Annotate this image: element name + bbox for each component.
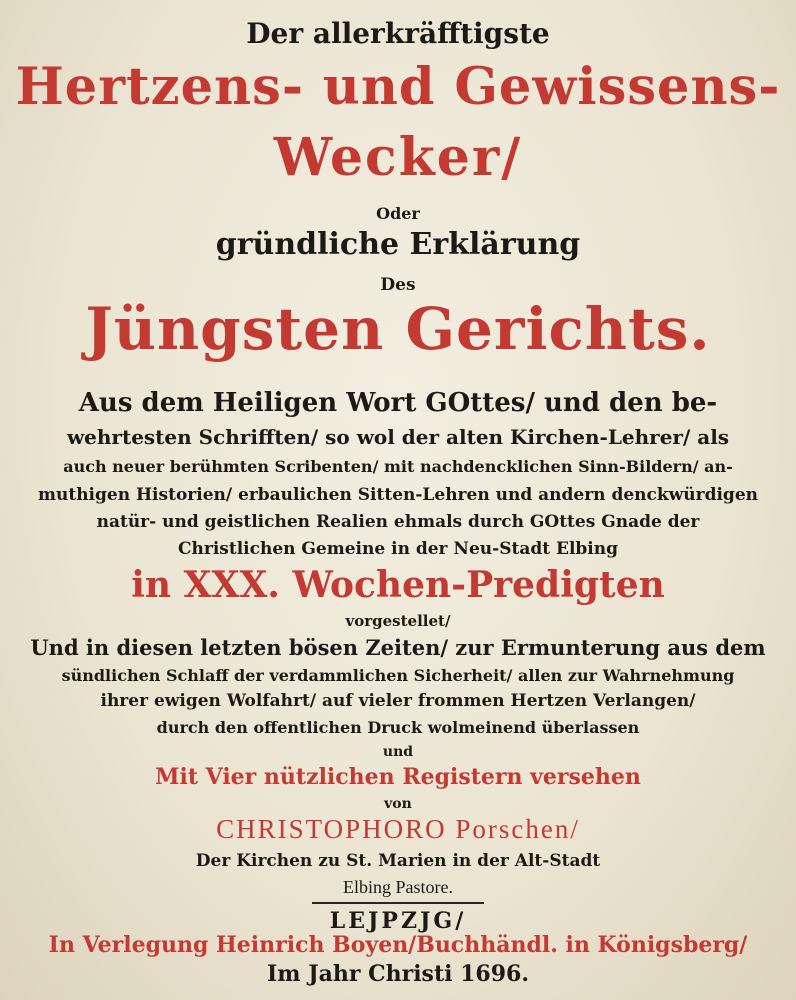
- imprint-publisher: In Verlegung Heinrich Boyen/Buchhändl. in Königsberg/: [48, 932, 748, 958]
- body-line-12: durch den offentlichen Druck wolmeinend überlassen: [156, 718, 640, 737]
- office-line-2: Elbing Pastore.: [343, 877, 453, 897]
- body-line-8: vorgestellet/: [345, 612, 451, 630]
- title-line-3: Wecker/: [273, 127, 523, 188]
- body-line-3: auch neuer berühmten Scribenten/ mit nachdencklichen Sinn-Bildern/ an-: [63, 457, 733, 476]
- office-line-1: Der Kirchen zu St. Marien in der Alt-Stadt: [195, 851, 601, 871]
- sermons-line: in XXX. Wochen-Predigten: [131, 564, 665, 606]
- body-line-11: ihrer ewigen Wolfahrt/ auf vieler frommen Hertzen Verlangen/: [100, 691, 696, 711]
- imprint-city: LEJPZJG/: [329, 908, 467, 934]
- title-des: Des: [380, 275, 416, 295]
- body-line-2: wehrtesten Schrifften/ so wol der alten Kirchen-Lehrer/ als: [66, 425, 730, 449]
- body-von: von: [384, 796, 412, 812]
- author-line: CHRISTOPHORO Porschen/: [216, 814, 580, 844]
- body-line-4: muthigen Historien/ erbaulichen Sitten-Lehren und andern denckwürdigen: [38, 485, 758, 505]
- title-line-7: Jüngsten Gerichts.: [85, 295, 711, 363]
- body-line-6: Christlichen Gemeine in der Neu-Stadt Elbing: [177, 539, 619, 559]
- body-line-9: Und in diesen letzten bösen Zeiten/ zur Ermunterung aus dem: [30, 635, 766, 660]
- body-line-5: natür- und geistlichen Realien ehmals durch GOttes Gnade der: [96, 512, 700, 532]
- divider-rule: [312, 902, 484, 904]
- body-line-1: Aus dem Heiligen Wort GOttes/ und den be-: [78, 388, 718, 418]
- body-und: und: [382, 744, 414, 760]
- registers-line: Mit Vier nützlichen Registern versehen: [155, 764, 641, 790]
- title-oder: Oder: [376, 204, 420, 223]
- imprint-year: Im Jahr Christi 1696.: [266, 961, 530, 987]
- body-line-10: sündlichen Schlaff der verdammlichen Sicherheit/ allen zur Wahrnehmung: [61, 666, 735, 685]
- title-line-1: Der allerkräfftigste: [246, 17, 550, 50]
- title-line-5: gründliche Erklärung: [215, 227, 581, 262]
- title-line-2: Hertzens- und Gewissens-: [15, 57, 781, 117]
